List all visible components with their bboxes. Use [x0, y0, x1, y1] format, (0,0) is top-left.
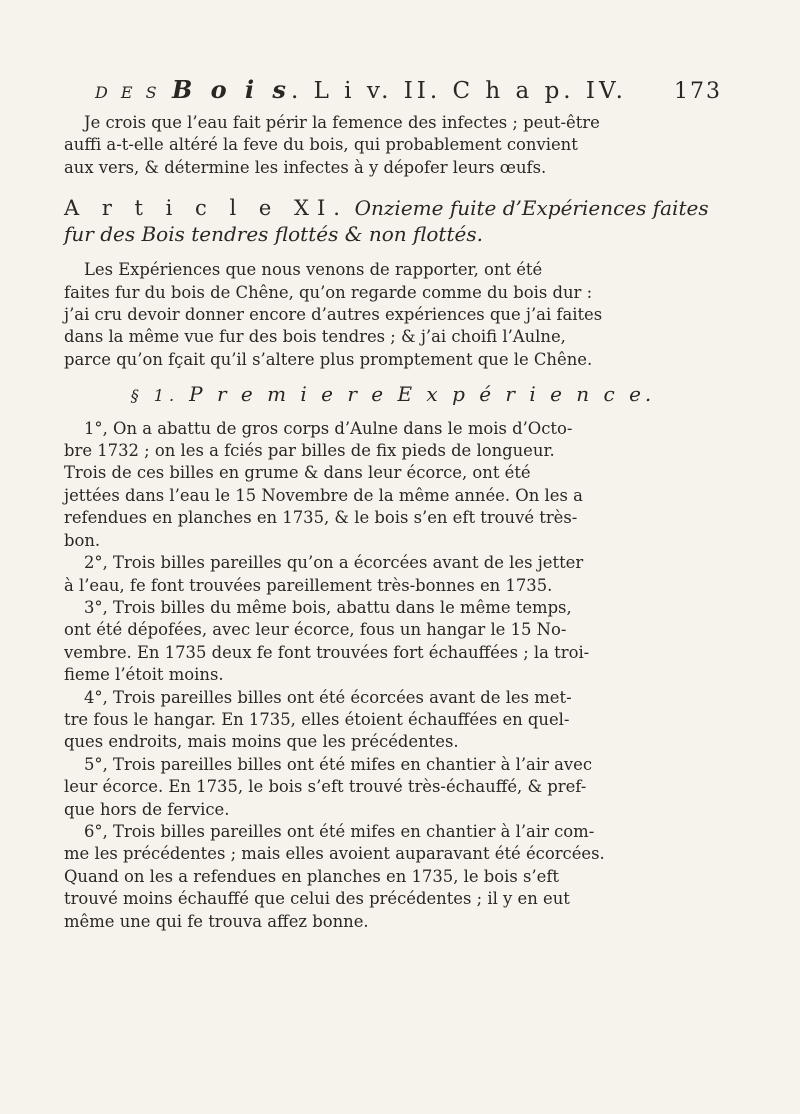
experiment-item [64, 821, 722, 933]
item-line: trouvé moins échauffé que celui des précédentes ; il y en eut [64, 889, 570, 909]
item-line: 1°, On a abattu de gros corps d’Aulne dans le mois d’Octo- [84, 418, 573, 438]
running-header [95, 75, 722, 107]
body-line: j’ai cru devoir donner encore d’autres expériences que j’ai faites [64, 305, 603, 325]
item-line: bon. [64, 530, 101, 550]
article-title-line-2: fur des Bois tendres flottés & non flottés. [64, 222, 483, 247]
page-number: 173 [674, 79, 722, 104]
intro-line: Je crois que l’eau fait périr la femence des infectes ; peut-être [84, 113, 600, 132]
running-title-part-2: B o i s [171, 75, 291, 104]
experiment-item [64, 418, 722, 552]
intro-line: auffi a-t-elle altéré la feve du bois, qui probablement convient [64, 135, 578, 155]
experiment-item [64, 687, 722, 754]
item-line: Quand on les a refendues en planches en 1735, le bois s’eft [64, 866, 559, 886]
item-line: fieme l’étoit moins. [64, 665, 224, 685]
item-line: leur écorce. En 1735, le bois s’eft trouvé très-échauffé, & pref- [64, 777, 587, 797]
item-line: 4°, Trois pareilles billes ont été écorcées avant de les met- [84, 687, 572, 707]
article-heading [64, 195, 722, 247]
item-line: 2°, Trois billes pareilles qu’on a écorcées avant de les jetter [84, 553, 584, 573]
item-line: ques endroits, mais moins que les précédentes. [64, 732, 459, 752]
item-line: me les précédentes ; mais elles avoient auparavant été écorcées. [64, 844, 605, 864]
item-line: que hors de fervice. [64, 799, 230, 819]
article-number: A r t i c l e XI. [64, 196, 348, 221]
item-line: 6°, Trois billes pareilles ont été mifes en chantier à l’air com- [84, 821, 595, 841]
running-title-part-3: . L i v. II. C h a p. IV. [290, 78, 627, 104]
body-line: faites fur du bois de Chêne, qu’on regarde comme du bois dur : [64, 282, 593, 302]
item-line: même une qui fe trouva affez bonne. [64, 911, 369, 931]
page-text [64, 112, 722, 933]
item-line: Trois de ces billes en grume & dans leur écorce, ont été [64, 463, 531, 483]
body-line: parce qu’on fçait qu’il s’altere plus promptement que le Chêne. [64, 349, 593, 369]
section-title: P r e m i e r e E x p é r i e n c e. [189, 382, 656, 407]
body-line: Les Expériences que nous venons de rapporter, ont été [84, 260, 543, 280]
item-line: jettées dans l’eau le 15 Novembre de la même année. On les a [64, 485, 583, 505]
item-line: à l’eau, fe font trouvées pareillement très-bonnes en 1735. [64, 575, 553, 595]
section-heading [64, 383, 722, 407]
article-title-line-1: Onzieme fuite d’Expériences faites [354, 196, 709, 221]
item-line: 3°, Trois billes du même bois, abattu dans le même temps, [84, 597, 572, 617]
item-line: ont été dépofées, avec leur écorce, fous un hangar le 15 No- [64, 620, 567, 640]
experiment-item [64, 754, 722, 821]
item-line: refendues en planches en 1735, & le bois s’en eft trouvé très- [64, 508, 578, 528]
item-line: vembre. En 1735 deux fe font trouvées fort échauffées ; la troi- [64, 642, 590, 662]
item-line: tre fous le hangar. En 1735, elles étoient échauffées en quel- [64, 709, 570, 729]
running-title [95, 75, 627, 104]
item-line: 5°, Trois pareilles billes ont été mifes en chantier à l’air avec [84, 754, 593, 774]
item-line: bre 1732 ; on les a fciés par billes de fix pieds de longueur. [64, 441, 555, 461]
section-label: § 1. [130, 386, 180, 406]
intro-line: aux vers, & détermine les infectes à y dépofer leurs œufs. [64, 157, 547, 177]
running-title-part-1: D E S [95, 83, 161, 102]
body-line: dans la même vue fur des bois tendres ; & j’ai choifi l’Aulne, [64, 327, 566, 347]
experiment-item [64, 552, 722, 597]
experiment-item [64, 597, 722, 687]
